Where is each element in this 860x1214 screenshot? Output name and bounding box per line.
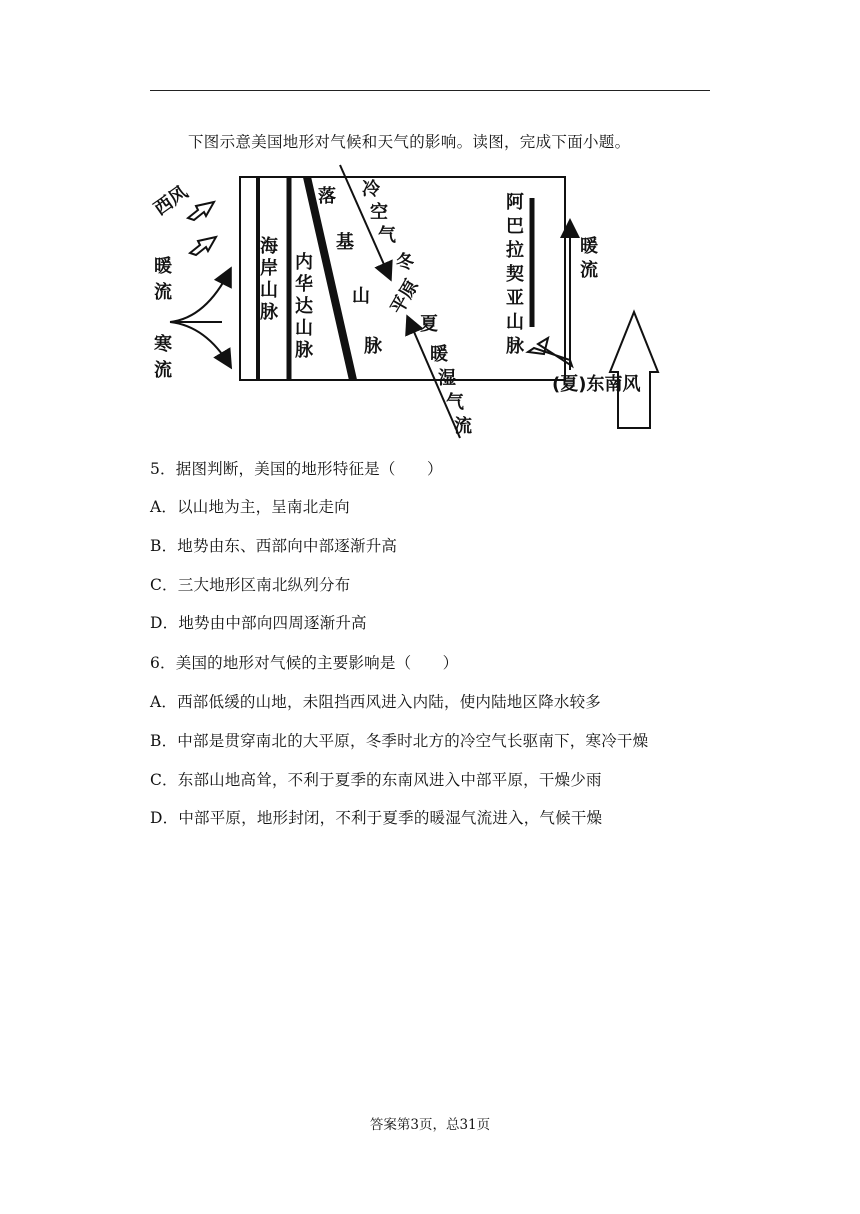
cold-current-char2: 流 xyxy=(154,360,172,381)
sierra-label: 内华达山脉 xyxy=(295,252,313,361)
q6-option-b: B．中部是贯穿南北的大平原，冬季时北方的冷空气长驱南下，寒冷干燥 xyxy=(150,732,649,750)
warm-current-arrow xyxy=(170,270,230,322)
plain-label: 平原 xyxy=(386,276,423,318)
cold-current-arrow xyxy=(170,322,230,366)
q5-option-d: D．地势由中部向四周逐渐升高 xyxy=(150,614,367,632)
coastal-range-label: 海岸山脉 xyxy=(260,236,278,323)
se-wind-arrow-large xyxy=(610,312,658,428)
q6-stem: 6．美国的地形对气候的主要影响是（ ） xyxy=(150,654,459,672)
q5-option-a: A．以山地为主，呈南北走向 xyxy=(150,498,350,516)
q5-stem: 5．据图判断，美国的地形特征是（ ） xyxy=(150,460,443,478)
q6-option-a: A．西部低缓的山地，未阻挡西风进入内陆，使内陆地区降水较多 xyxy=(150,693,601,711)
west-wind-arrow-2 xyxy=(190,237,216,255)
q5-option-b: B．地势由东、西部向中部逐渐升高 xyxy=(150,537,398,555)
cold-air-label: 冷空气 xyxy=(362,179,396,246)
cold-current-label xyxy=(154,333,178,381)
intro-text: 下图示意美国地形对气候和天气的影响。读图，完成下面小题。 xyxy=(188,133,631,151)
page-footer: 答案第3页，总31页 xyxy=(369,1117,491,1133)
rocky-line xyxy=(307,177,353,380)
warm-current-left-char1: 暖 xyxy=(154,256,172,277)
q5-option-c: C．三大地形区南北纵列分布 xyxy=(150,576,351,594)
appalachian-label: 阿巴拉契亚山脉 xyxy=(506,192,524,357)
west-wind-arrow-1 xyxy=(188,202,214,220)
cold-current-char1: 寒 xyxy=(154,334,172,355)
us-terrain-diagram xyxy=(140,160,700,445)
se-wind-label: (夏)东南风 xyxy=(552,374,641,395)
west-wind-label: 西风 xyxy=(150,181,192,220)
q6-option-d: D．中部平原，地形封闭，不利于夏季的暖湿气流进入，气候干燥 xyxy=(150,809,603,827)
q6-option-c: C．东部山地高耸，不利于夏季的东南风进入中部平原，干燥少雨 xyxy=(150,771,602,789)
winter-label: 冬 xyxy=(396,252,414,273)
warm-current-left-label xyxy=(154,255,178,303)
rocky-label: 落基山脉 xyxy=(318,186,382,357)
warm-current-right-label: 暖流 xyxy=(580,236,598,281)
summer-label: 夏 xyxy=(420,314,438,335)
warm-moist-label: 暖湿气流 xyxy=(430,344,472,437)
warm-current-left-char2: 流 xyxy=(154,282,172,303)
header-rule xyxy=(150,90,710,91)
